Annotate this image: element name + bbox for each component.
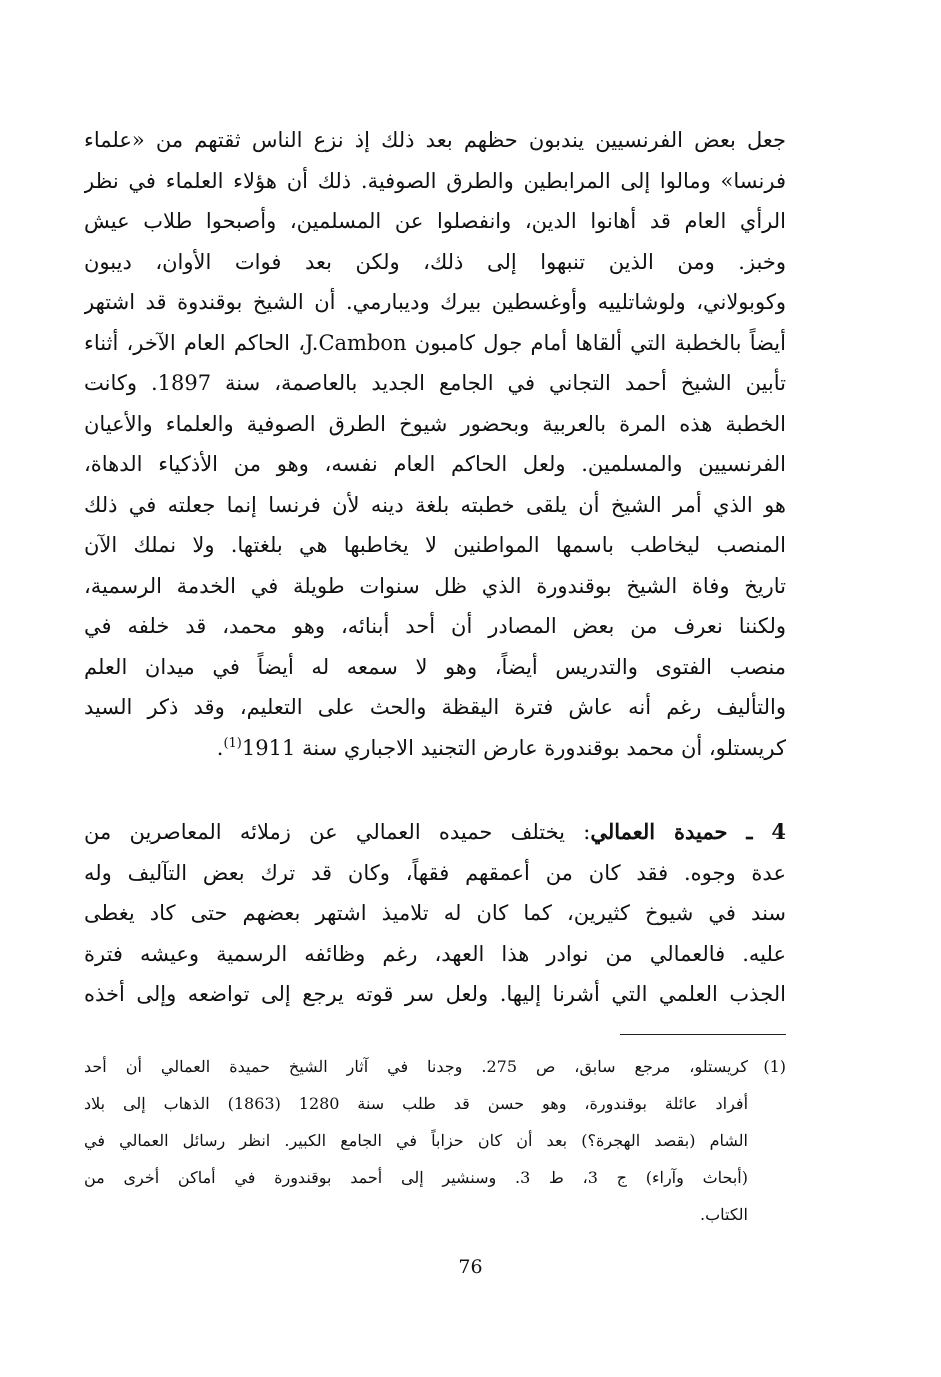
last-line-period: . — [216, 735, 224, 760]
footnote-line: الشام (بقصد الهجرة؟) بعد أن كان حزاباً في الجامع الكبير. انظر رسائل العمالي في — [84, 1131, 748, 1150]
main-paragraph-line: والتأليف رغم أنه عاش فترة اليقظة والحث على التعليم، وقد ذكر السيد — [84, 695, 786, 719]
main-paragraph-line: أيضاً بالخطبة التي ألقاها أمام جول كامبون J.Cambon، الحاكم العام الآخر، أثناء — [84, 330, 786, 355]
footnote-number: (1) — [763, 1057, 786, 1076]
main-paragraph-line: منصب الفتوى والتدريس أيضاً، وهو لا سمعه له أيضاً في ميدان العلم — [84, 654, 786, 679]
footnote-separator — [620, 1034, 786, 1035]
footnote-line: أفراد عائلة بوقندورة، وهو حسن قد طلب سنة 1280 (1863) الذهاب إلى بلاد — [84, 1094, 748, 1113]
main-paragraph-line: ولكننا نعرف من بعض المصادر أن أحد أبنائه، وهو محمد، قد خلفه في — [84, 614, 786, 638]
section-paragraph — [84, 812, 786, 1015]
last-line-text: كريستلو، أن محمد بوقندورة عارض التجنيد الاجباري سنة 1911 — [241, 735, 786, 760]
footnote-body — [84, 1048, 748, 1233]
footnote — [84, 1048, 786, 1233]
main-paragraph-last-line — [84, 728, 786, 769]
page-number: 76 — [458, 1256, 483, 1278]
main-paragraph-line: تأبين الشيخ أحمد التجاني في الجامع الجديد بالعاصمة، سنة 1897. وكانت — [84, 371, 786, 395]
section-first-line-text: : يختلف حميده العمالي عن زملائه المعاصرين من — [84, 820, 591, 844]
main-paragraph-line: الفرنسيين والمسلمين. ولعل الحاكم العام نفسه، وهو من الأذكياء الدهاة، — [84, 452, 786, 476]
main-paragraph-line: جعل بعض الفرنسيين يندبون حظهم بعد ذلك إذ نزع الناس ثقتهم من «علماء — [84, 128, 786, 152]
section-heading: 4 ـ حميدة العمالي — [590, 819, 786, 844]
main-paragraph-line: وكوبولاني، ولوشاتلييه وأوغسطين بيرك وديبارمي. أن الشيخ بوقندوة قد اشتهر — [84, 290, 786, 314]
footnote-line: (أبحاث وآراء) ج 3، ط 3. وسنشير إلى أحمد بوقندورة في أماكن أخرى من — [84, 1168, 748, 1187]
main-paragraph-line: وخبز. ومن الذين تنبهوا إلى ذلك، ولكن بعد فوات الأوان، ديبون — [84, 249, 786, 274]
main-paragraph-line: المنصب ليخاطب باسمها المواطنين لا يخاطبها هي بلغتها. ولا نملك الآن — [84, 533, 786, 557]
footnote-reference[interactable]: (1) — [223, 735, 242, 751]
main-paragraph-line: هو الذي أمر الشيخ أن يلقى خطبته بلغة دينه لأن فرنسا إنما جعلته في ذلك — [84, 492, 786, 517]
section-paragraph-line: عدة وجوه. فقد كان من أعمقهم فقهاً، وكان قد ترك بعض التآليف وله — [84, 860, 786, 885]
section-paragraph-line: الجذب العلمي التي أشرنا إليها. ولعل سر قوته يرجع إلى تواضعه وإلى أخذه — [84, 982, 786, 1006]
footnote-line: كريستلو، مرجع سابق، ص 275. وجدنا في آثار الشيخ حميدة العمالي أن أحد — [84, 1057, 748, 1076]
section-paragraph-line: سند في شيوخ كثيرين، كما كان له تلاميذ اشتهر بعضهم حتى كاد يغطى — [84, 901, 786, 925]
section-first-line — [84, 812, 786, 853]
main-paragraph — [84, 120, 786, 768]
main-paragraph-line: فرنسا» ومالوا إلى المرابطين والطرق الصوفية. ذلك أن هؤلاء العلماء في نظر — [84, 168, 786, 193]
main-paragraph-line: الخطبة هذه المرة بالعربية وبحضور شيوخ الطرق الصوفية والعلماء والأعيان — [84, 411, 786, 436]
main-paragraph-line: تاريخ وفاة الشيخ بوقندورة الذي ظل سنوات طويلة في الخدمة الرسمية، — [84, 573, 786, 598]
section-paragraph-line: عليه. فالعمالي من نوادر هذا العهد، رغم وظائفه الرسمية وعيشه فترة — [84, 941, 786, 966]
footnote-last-line: الكتاب. — [699, 1205, 748, 1224]
main-paragraph-line: الرأي العام قد أهانوا الدين، وانفصلوا عن المسلمين، وأصبحوا طلاب عيش — [84, 209, 786, 233]
